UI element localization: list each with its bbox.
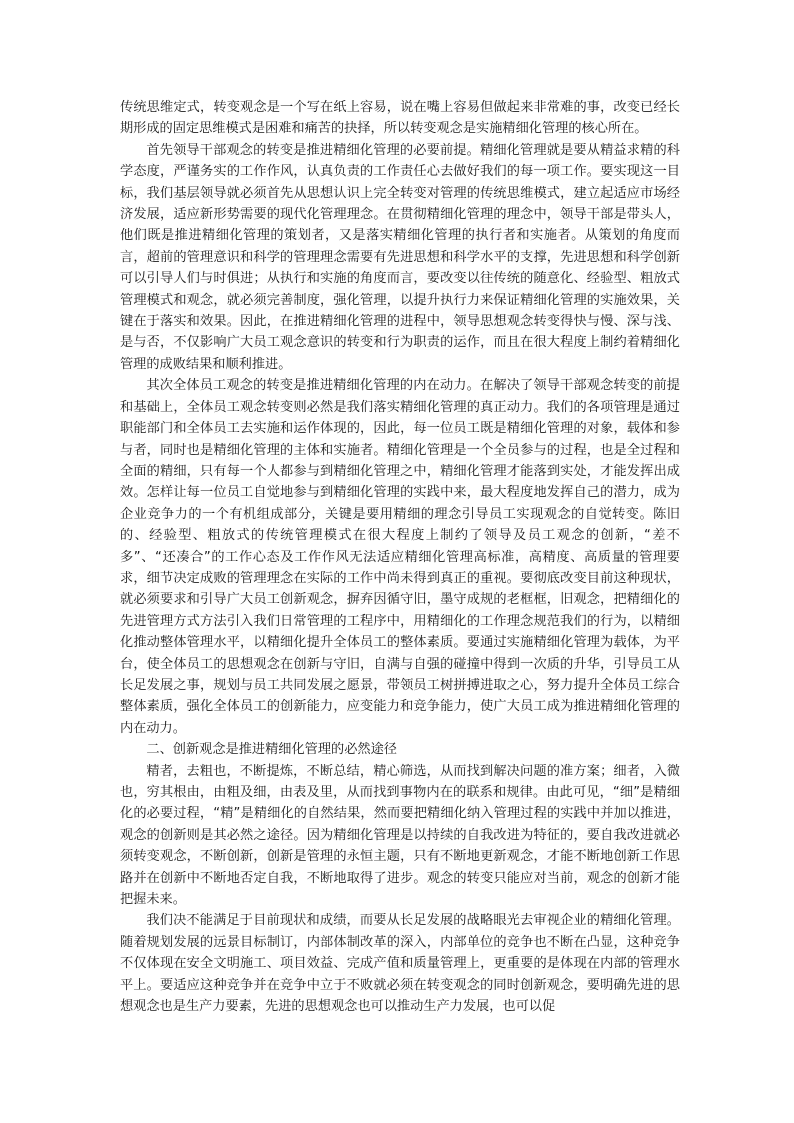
paragraph-leader-concept: 首先领导干部观念的转变是推进精细化管理的必要前提。精细化管理就是要从精益求精的科学态度，严谨务实的工作作风，认真负责的工作责任心去做好我们的每一项工作。要实现这一目标，我们基层领导就必须首先从思想认识上完全转变对管理的传统思维模式，建立起适应市场经济发展，适应新形势需要的现代化管理理念。在贯彻精细化管理的理念中，领导干部是带头人，他们既是推进精细化管理的策划者，又是落实精细化管理的执行者和实施者。从策划的角度而言，超前的管理意识和科学的管理理念需要有先进思想和科学水平的支撑，先进思想和科学创新可以引导人们与时俱进；从执行和实施的角度而言，要改变以往传统的随意化、经验型、粗放式管理模式和观念，就必须完善制度，强化管理，以提升执行力来保证精细化管理的实施效果，关键在于落实和效果。因此，在推进精细化管理的进程中，领导思想观念转变得快与慢、深与浅、是与否，不仅影响广大员工观念意识的转变和行为职责的运作，而且在很大程度上制约着精细化管理的成败结果和顺利推进。 [120,142,680,372]
paragraph-competition: 我们决不能满足于目前现状和成绩，而要从长足发展的战略眼光去审视企业的精细化管理。随着规划发展的远景目标制订，内部体制改革的深入，内部单位的竞争也不断在凸显，这种竞争不仅体现在安全文明施工、项目效益、完成产值和质量管理上，更重要的是体现在内部的管理水平上。要适应这种竞争并在竞争中立于不败就必须在转变观念的同时创新观念，要明确先进的思想观念也是生产力要素，先进的思想观念也可以推动生产力发展，也可以促 [120,913,680,1015]
paragraph-innovation: 精者，去粗也，不断提炼，不断总结，精心筛选，从而找到解决问题的准方案；细者，入微也，穷其根由，由粗及细，由表及里，从而找到事物内在的联系和规律。由此可见，“细”是精细化的必要过程，“精”是精细化的自然结果，然而要把精细化纳入管理过程的实践中并加以推进，观念的创新则是其必然之途径。因为精细化管理是以持续的自我改进为特征的，要自我改进就必须转变观念，不断创新，创新是管理的永恒主题，只有不断地更新观念，才能不断地创新工作思路并在创新中不断地否定自我，不断地取得了进步。观念的转变只能应对当前，观念的创新才能把握未来。 [120,763,680,908]
paragraph-staff-concept: 其次全体员工观念的转变是推进精细化管理的内在动力。在解决了领导干部观念转变的前提和基础上，全体员工观念转变则必然是我们落实精细化管理的真正动力。我们的各项管理是通过职能部门和全体员工去实施和运作体现的，因此，每一位员工既是精细化管理的对象，载体和参与者，同时也是精细化管理的主体和实施者。精细化管理是一个全员参与的过程，也是全过程和全面的精细，只有每一个人都参与到精细化管理之中，精细化管理才能落到实处，才能发挥出成效。怎样让每一位员工自觉地参与到精细化管理的实践中来，最大程度地发挥自己的潜力，成为企业竞争力的一个有机组成部分，关键是要用精细的理念引导员工实现观念的自觉转变。陈旧的、经验型、粗放式的传统管理模式在很大程度上制约了领导及员工观念的创新，“差不多”、“还凑合”的工作心态及工作作风无法适应精细化管理高标准，高精度、高质量的管理要求，细节决定成败的管理理念在实际的工作中尚未得到真正的重视。要彻底改变目前这种现状，就必须要求和引导广大员工创新观念，摒弃因循守旧，墨守成规的老框框，旧观念，把精细化的先进管理方式方法引入我们日常管理的工程序中，用精细化的工作理念规范我们的行为，以精细化推动整体管理水平，以精细化提升全体员工的整体素质。要通过实施精细化管理为载体，为平台，使全体员工的思想观念在创新与守旧，自满与自强的碰撞中得到一次质的升华，引导员工从长足发展之事，规划与员工共同发展之愿景，带领员工树拼搏进取之心，努力提升全体员工综合整体素质，强化全体员工的创新能力，应变能力和竞争能力，使广大员工成为推进精细化管理的内在动力。 [120,378,680,736]
section-heading: 二、创新观念是推进精细化管理的必然途径 [146,742,397,758]
document-body [120,97,680,1017]
paragraph-continuation: 传统思维定式，转变观念是一个写在纸上容易，说在嘴上容易但做起来非常难的事，改变已经长期形成的固定思维模式是困难和痛苦的抉择，所以转变观念是实施精细化管理的核心所在。 [120,100,680,137]
